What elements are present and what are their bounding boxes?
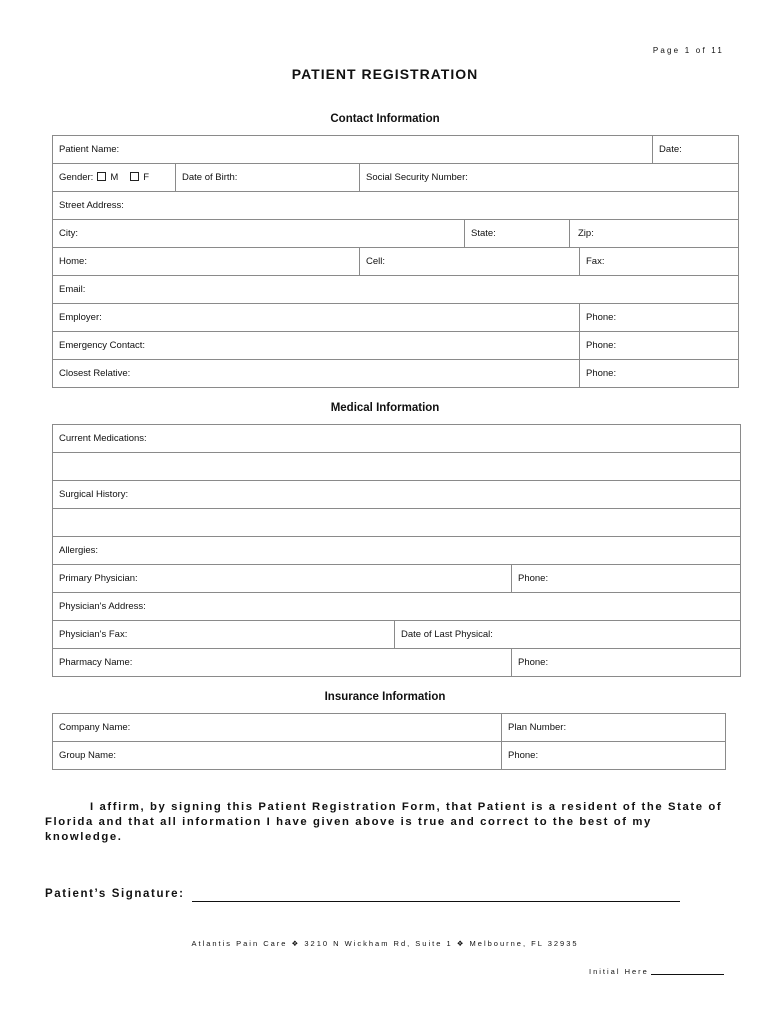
insurance-phone-field[interactable]: Phone:	[502, 742, 726, 770]
date-field[interactable]: Date:	[653, 136, 739, 164]
zip-field[interactable]: Zip:	[570, 220, 739, 248]
table-row	[53, 220, 739, 248]
table-row	[53, 248, 739, 276]
table-row	[53, 164, 739, 192]
table-row	[53, 332, 739, 360]
current-medications-field[interactable]: Current Medications:	[53, 425, 741, 453]
fax-field[interactable]: Fax:	[580, 248, 739, 276]
table-row	[53, 360, 739, 388]
company-name-field[interactable]: Company Name:	[53, 714, 502, 742]
table-row	[53, 509, 741, 537]
signature-line[interactable]	[192, 901, 680, 902]
insurance-table	[52, 713, 726, 770]
last-physical-field[interactable]: Date of Last Physical:	[395, 621, 741, 649]
surgical-history-field[interactable]: Surgical History:	[53, 481, 741, 509]
employer-field[interactable]: Employer:	[53, 304, 580, 332]
plan-number-field[interactable]: Plan Number:	[502, 714, 726, 742]
insurance-heading: Insurance Information	[324, 691, 446, 703]
table-row	[53, 304, 739, 332]
emergency-phone-field[interactable]: Phone:	[580, 332, 739, 360]
male-checkbox[interactable]	[97, 172, 106, 181]
initial-line[interactable]	[651, 974, 724, 975]
table-row	[53, 621, 741, 649]
affirmation-text: I affirm, by signing this Patient Registration Form, that Patient is a resident of the State of Florida and that all information I have given above is true and correct to the best of my knowledge.	[45, 801, 723, 843]
primary-physician-field[interactable]: Primary Physician:	[53, 565, 512, 593]
table-row	[53, 714, 726, 742]
medical-heading: Medical Information	[330, 402, 440, 414]
table-row	[53, 593, 741, 621]
patient-name-field[interactable]: Patient Name:	[53, 136, 653, 164]
employer-phone-field[interactable]: Phone:	[580, 304, 739, 332]
table-row	[53, 481, 741, 509]
pharmacy-name-field[interactable]: Pharmacy Name:	[53, 649, 512, 677]
gender-field[interactable]: Gender: M F	[53, 164, 176, 192]
signature-label: Patient’s Signature:	[45, 888, 185, 900]
contact-heading: Contact Information	[330, 113, 440, 125]
state-field[interactable]: State:	[465, 220, 570, 248]
allergies-field[interactable]: Allergies:	[53, 537, 741, 565]
physician-address-field[interactable]: Physician's Address:	[53, 593, 741, 621]
table-row	[53, 136, 739, 164]
dob-field[interactable]: Date of Birth:	[176, 164, 360, 192]
relative-phone-field[interactable]: Phone:	[580, 360, 739, 388]
street-address-field[interactable]: Street Address:	[53, 192, 739, 220]
closest-relative-field[interactable]: Closest Relative:	[53, 360, 580, 388]
footer-address: Atlantis Pain Care ❖ 3210 N Wickham Rd, Suite 1 ❖ Melbourne, FL 32935	[191, 939, 579, 948]
city-field[interactable]: City:	[53, 220, 465, 248]
medications-continuation-field[interactable]	[53, 453, 741, 481]
table-row	[53, 453, 741, 481]
table-row	[53, 537, 741, 565]
table-row	[53, 192, 739, 220]
group-name-field[interactable]: Group Name:	[53, 742, 502, 770]
table-row	[53, 276, 739, 304]
table-row	[53, 649, 741, 677]
pharmacy-phone-field[interactable]: Phone:	[512, 649, 741, 677]
table-row	[53, 565, 741, 593]
table-row	[53, 742, 726, 770]
medical-table	[52, 424, 741, 677]
page-title: PATIENT REGISTRATION	[291, 66, 479, 82]
home-phone-field[interactable]: Home:	[53, 248, 360, 276]
emergency-contact-field[interactable]: Emergency Contact:	[53, 332, 580, 360]
cell-phone-field[interactable]: Cell:	[360, 248, 580, 276]
ssn-field[interactable]: Social Security Number:	[360, 164, 739, 192]
contact-table	[52, 135, 739, 388]
physician-fax-field[interactable]: Physician's Fax:	[53, 621, 395, 649]
email-field[interactable]: Email:	[53, 276, 739, 304]
page-number: Page 1 of 11	[652, 46, 724, 55]
table-row	[53, 425, 741, 453]
female-checkbox[interactable]	[130, 172, 139, 181]
surgical-continuation-field[interactable]	[53, 509, 741, 537]
initial-label: Initial Here	[589, 967, 649, 976]
physician-phone-field[interactable]: Phone:	[512, 565, 741, 593]
